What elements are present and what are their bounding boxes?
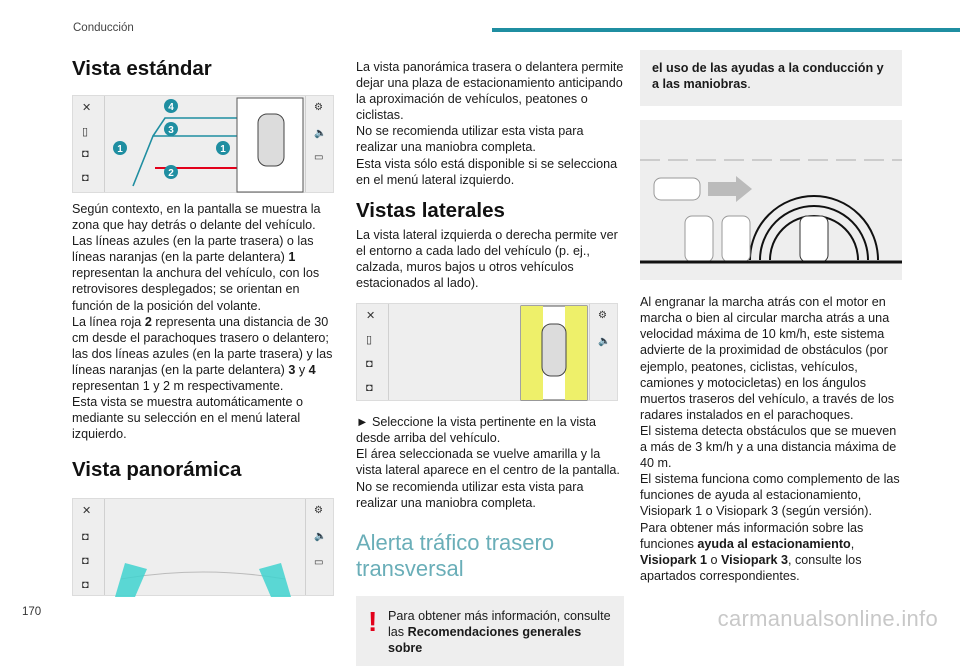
- parked-car-left-1: [685, 216, 713, 262]
- marker-1-right-label: 1: [220, 144, 226, 155]
- page-header-title: Conducción: [73, 22, 134, 34]
- standard-view-graphic: [73, 96, 335, 194]
- alert-text: Al engranar la marcha atrás con el motor en marcha o bien al circular marcha atrás a una velocidad máxima de 10 km/h, este sistema advierte de la proximidad de obstáculos (por ejemplo, peatones, ciclistas, vehículos, camiones y motocicletas) en los ángulos muertos traseros del vehículo, a través de los radares instalados en el parachoques. El sistema detecta obstáculos que se mueven a más de 3 km/h y a una distancia máxima de 40 m. El sistema funciona como complemento de las funciones de ayuda al estacionamiento, Visiopark 1 o Visiopark 3 (según versión). Para obtener más información sobre las funciones ayuda al estacionamiento, Visiopark 1 o Visiopark 3, consulte los apartados correspondientes.: [640, 295, 900, 583]
- horizon-curve: [121, 572, 285, 579]
- car-side-view-icon: ◘: [82, 172, 89, 184]
- note-box-continued: [640, 50, 902, 106]
- beam-right: [259, 563, 291, 597]
- car-side-view-icon: ◘: [82, 579, 89, 592]
- beam-left: [115, 563, 147, 597]
- camera-icon: ▭: [314, 557, 324, 569]
- marker-1-left-label: 1: [117, 144, 123, 155]
- sound-icon: 🔈: [314, 531, 327, 543]
- standard-view-screen: [72, 95, 334, 193]
- camera-icon: ▭: [314, 152, 324, 163]
- top-view-car: [258, 114, 284, 166]
- panoramic-view-graphic: [73, 499, 335, 597]
- marker-2-label: 2: [168, 168, 174, 179]
- car-front-view-icon: ◘: [82, 531, 89, 544]
- watermark: carmanualsonline.info: [717, 606, 938, 631]
- car-rear-view-icon: ◘: [82, 555, 89, 568]
- car-rear-view-icon: ◘: [366, 358, 373, 371]
- rear-cross-traffic-graphic: [640, 120, 902, 280]
- top-view-car: [542, 324, 566, 376]
- sound-icon: 🔈: [598, 336, 611, 348]
- marker-3-label: 3: [168, 125, 174, 136]
- note-text: Para obtener más información, consulte las Recomendaciones generales sobre: [388, 608, 611, 655]
- header-accent-bar: [492, 28, 960, 32]
- heading-vistas-laterales: Vistas laterales: [356, 198, 505, 222]
- sound-icon: 🔈: [314, 128, 327, 139]
- car-rear-view-icon: ◘: [82, 148, 89, 160]
- settings-icon: ⚙: [314, 505, 323, 517]
- car-side-view-icon: ◘: [366, 382, 373, 395]
- arrow-right-icon: [708, 176, 752, 202]
- heading-alerta-trafico: Alerta tráfico trasero transversal: [356, 529, 555, 581]
- panoramic-view-screen: [72, 498, 334, 596]
- lateral-view-graphic: [357, 304, 619, 402]
- reversing-car: [800, 216, 828, 262]
- moving-car: [654, 178, 700, 200]
- note-continued-text: el uso de las ayudas a la conducción y a las maniobras.: [652, 61, 884, 92]
- warning-exclamation-icon: !: [368, 605, 378, 637]
- parked-car-left-2: [722, 216, 750, 262]
- car-front-view-icon: ▯: [366, 334, 373, 347]
- car-front-view-icon: ▯: [82, 126, 89, 138]
- close-icon: ✕: [82, 505, 92, 518]
- highlight-right-zone: [565, 306, 587, 400]
- panoramic-text: La vista panorámica trasera o delantera permite dejar una plaza de estacionamiento anticipando la aproximación de vehículos, peatones o ciclistas. No se recomienda utilizar esta vista para realizar una maniobra completa. Esta vista sólo está disponible si se selecciona en el menú lateral izquierdo.: [356, 60, 624, 187]
- rear-cross-traffic-illustration: [640, 120, 902, 280]
- settings-icon: ⚙: [314, 102, 323, 113]
- page-number: 170: [22, 606, 42, 618]
- marker-4-label: 4: [168, 102, 174, 113]
- close-icon: ✕: [366, 310, 376, 323]
- column-3: [640, 50, 902, 584]
- column-1: [72, 50, 338, 596]
- lateral-after-text: ► Seleccione la vista pertinente en la vista desde arriba del vehículo. El área seleccionada se vuelve amarilla y la vista lateral aparece en el centro de la pantalla. No se recomienda utilizar esta vista para realizar una maniobra completa.: [356, 415, 620, 510]
- heading-vista-panoramica: Vista panorámica: [72, 458, 242, 482]
- column-2: [356, 50, 624, 666]
- heading-vista-estandar: Vista estándar: [72, 57, 212, 80]
- lateral-view-screen: [356, 303, 618, 401]
- highlight-left-zone: [521, 306, 543, 400]
- close-icon: ✕: [82, 102, 92, 114]
- standard-text: Según contexto, en la pantalla se muestra la zona que hay detrás o delante del vehículo. Las líneas azules (en la parte trasera) o las líneas naranjas (en la parte delantera) 1 representan la anchura del vehículo, con los retrovisores desplegados; se orientan en función de la posición del volante. La línea roja 2 representa una distancia de 30 cm desde el parachoques trasero o delantero; las dos líneas azules (en la parte trasera) y las líneas naranjas (en la parte delantera) 3 y 4 representan 1 y 2 m respectivamente. Esta vista se muestra automáticamente o mediante su selección en el menú lateral izquierdo.: [72, 202, 333, 442]
- lateral-text: La vista lateral izquierda o derecha permite ver el entorno a cada lado del vehículo (p. ej., calzada, muros bajos u otros vehículos estacionados al lado).: [356, 227, 618, 291]
- settings-icon: ⚙: [598, 310, 607, 322]
- note-box-recommendations: [356, 596, 624, 666]
